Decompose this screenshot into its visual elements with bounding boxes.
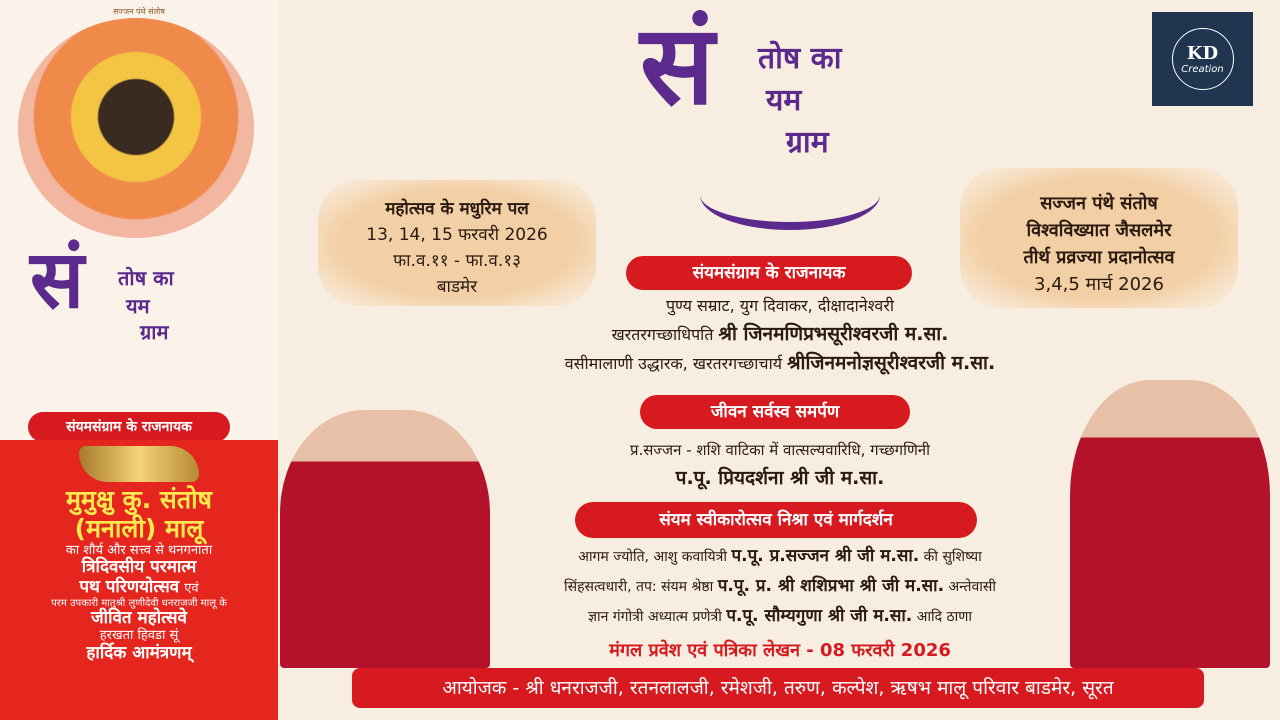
text: की सुशिष्या: [923, 549, 982, 565]
text: पुण्य सम्राट, युग दिवाकर, दीक्षादानेश्वरी: [665, 296, 895, 315]
left-panel: [0, 0, 278, 720]
invitee-panel: [0, 440, 278, 720]
section2-pill: जीवन सर्वस्व समर्पण: [640, 395, 910, 429]
diksha-cloud: [960, 168, 1238, 308]
text: अन्तेवासी: [948, 579, 996, 595]
top-tag: सज्जन पंथे संतोष: [113, 7, 165, 16]
text: आगम ज्योति, आशु कवायित्री: [578, 549, 727, 565]
text: प.पू. प्र.सज्जन श्री जी म.सा.: [731, 546, 920, 566]
text: खरतरगच्छाधिपति: [611, 325, 714, 344]
text: पथ परिणयोत्सव: [79, 576, 180, 597]
text: प्र.सज्जन - शशि वाटिका में वात्सल्यवारिधि, गच्छगणिनी: [629, 441, 931, 459]
left-logo: सं तोष का यम ग्राम: [30, 233, 174, 344]
kd-creation-logo: [1152, 12, 1253, 106]
text: एवं: [184, 580, 199, 596]
kd-sub: Creation: [1181, 64, 1224, 75]
kd-text: KD: [1186, 43, 1219, 64]
section3-pill: संयम स्वीकारोत्सव निश्रा एवं मार्गदर्शन: [575, 502, 977, 538]
text: महोत्सव के मधुरिम पल: [385, 199, 529, 219]
idol-image: [18, 18, 254, 238]
text: परम उपकारी मातुश्री लुणीदेवी धनराजजी मालू के: [51, 597, 227, 609]
text: सिंहसत्वधारी, तप: संयम श्रेष्ठा: [564, 579, 714, 595]
dates-cloud: [318, 180, 596, 306]
text: प.पू. प्र. श्री शशिप्रभा श्री जी म.सा.: [717, 576, 945, 596]
text: 3,4,5 मार्च 2026: [1034, 274, 1164, 295]
text: तीर्थ प्रव्रज्या प्रदानोत्सव: [1023, 247, 1175, 268]
text: प.पू. सौम्यगुणा श्री जी म.सा.: [726, 606, 913, 626]
text: फा.व.११ - फा.व.१३: [393, 251, 521, 271]
text: बाडमेर: [436, 277, 478, 297]
text: हार्दिक आमंत्रणम्: [86, 642, 192, 663]
text: श्रीजिनमनोज्ञसूरीश्वरजी म.सा.: [787, 352, 996, 374]
organizer-bar: आयोजक - श्री धनराजजी, रतनलालजी, रमेशजी, तरुण, कल्पेश, ऋषभ मालू परिवार बाडमेर, सूरत: [352, 668, 1204, 708]
text: त्रिदिवसीय परमात्म: [81, 557, 197, 578]
text: सज्जन पंथे संतोष: [1040, 193, 1158, 214]
bride-image-right: [1070, 380, 1270, 668]
mangal-pravesh: मंगल प्रवेश एवं पत्रिका लेखन - 08 फरवरी 2026: [609, 640, 951, 661]
invitee-name: मुमुक्षु कु. संतोष: [65, 485, 212, 514]
logo-swash: [700, 160, 880, 230]
text: जीवित महोत्सवे: [91, 608, 187, 629]
section1-pill: संयमसंग्राम के राजनायक: [626, 256, 912, 290]
text: का शौर्य और सत्त्व से थनगनाता: [65, 542, 213, 558]
invitee-name-2: (मनाली) मालू: [74, 513, 204, 543]
text: आदि ठाणा: [916, 609, 973, 625]
bride-image-left: [280, 410, 490, 668]
section1-text: [480, 292, 1080, 378]
section3-text: [480, 542, 1080, 632]
main-logo: सं तोष का यम ग्राम: [640, 10, 900, 240]
text: 13, 14, 15 फरवरी 2026: [366, 225, 548, 245]
left-pill: संयमसंग्राम के राजनायक: [28, 412, 230, 442]
text: विश्वविख्यात जैसलमेर: [1026, 220, 1172, 241]
text: प.पू. प्रियदर्शना श्री जी म.सा.: [675, 467, 885, 489]
text: श्री जिनमणिप्रभसूरीश्वरजी म.सा.: [718, 323, 949, 345]
section2-text: [480, 436, 1080, 492]
text: हरखता हिवडा सूं: [99, 627, 179, 643]
text: ज्ञान गंगोत्री अध्यात्म प्रणेत्री: [587, 609, 722, 625]
text: वसीमालाणी उद्धारक, खरतरगच्छाचार्य: [564, 354, 782, 373]
scroll-decoration: [79, 446, 199, 482]
